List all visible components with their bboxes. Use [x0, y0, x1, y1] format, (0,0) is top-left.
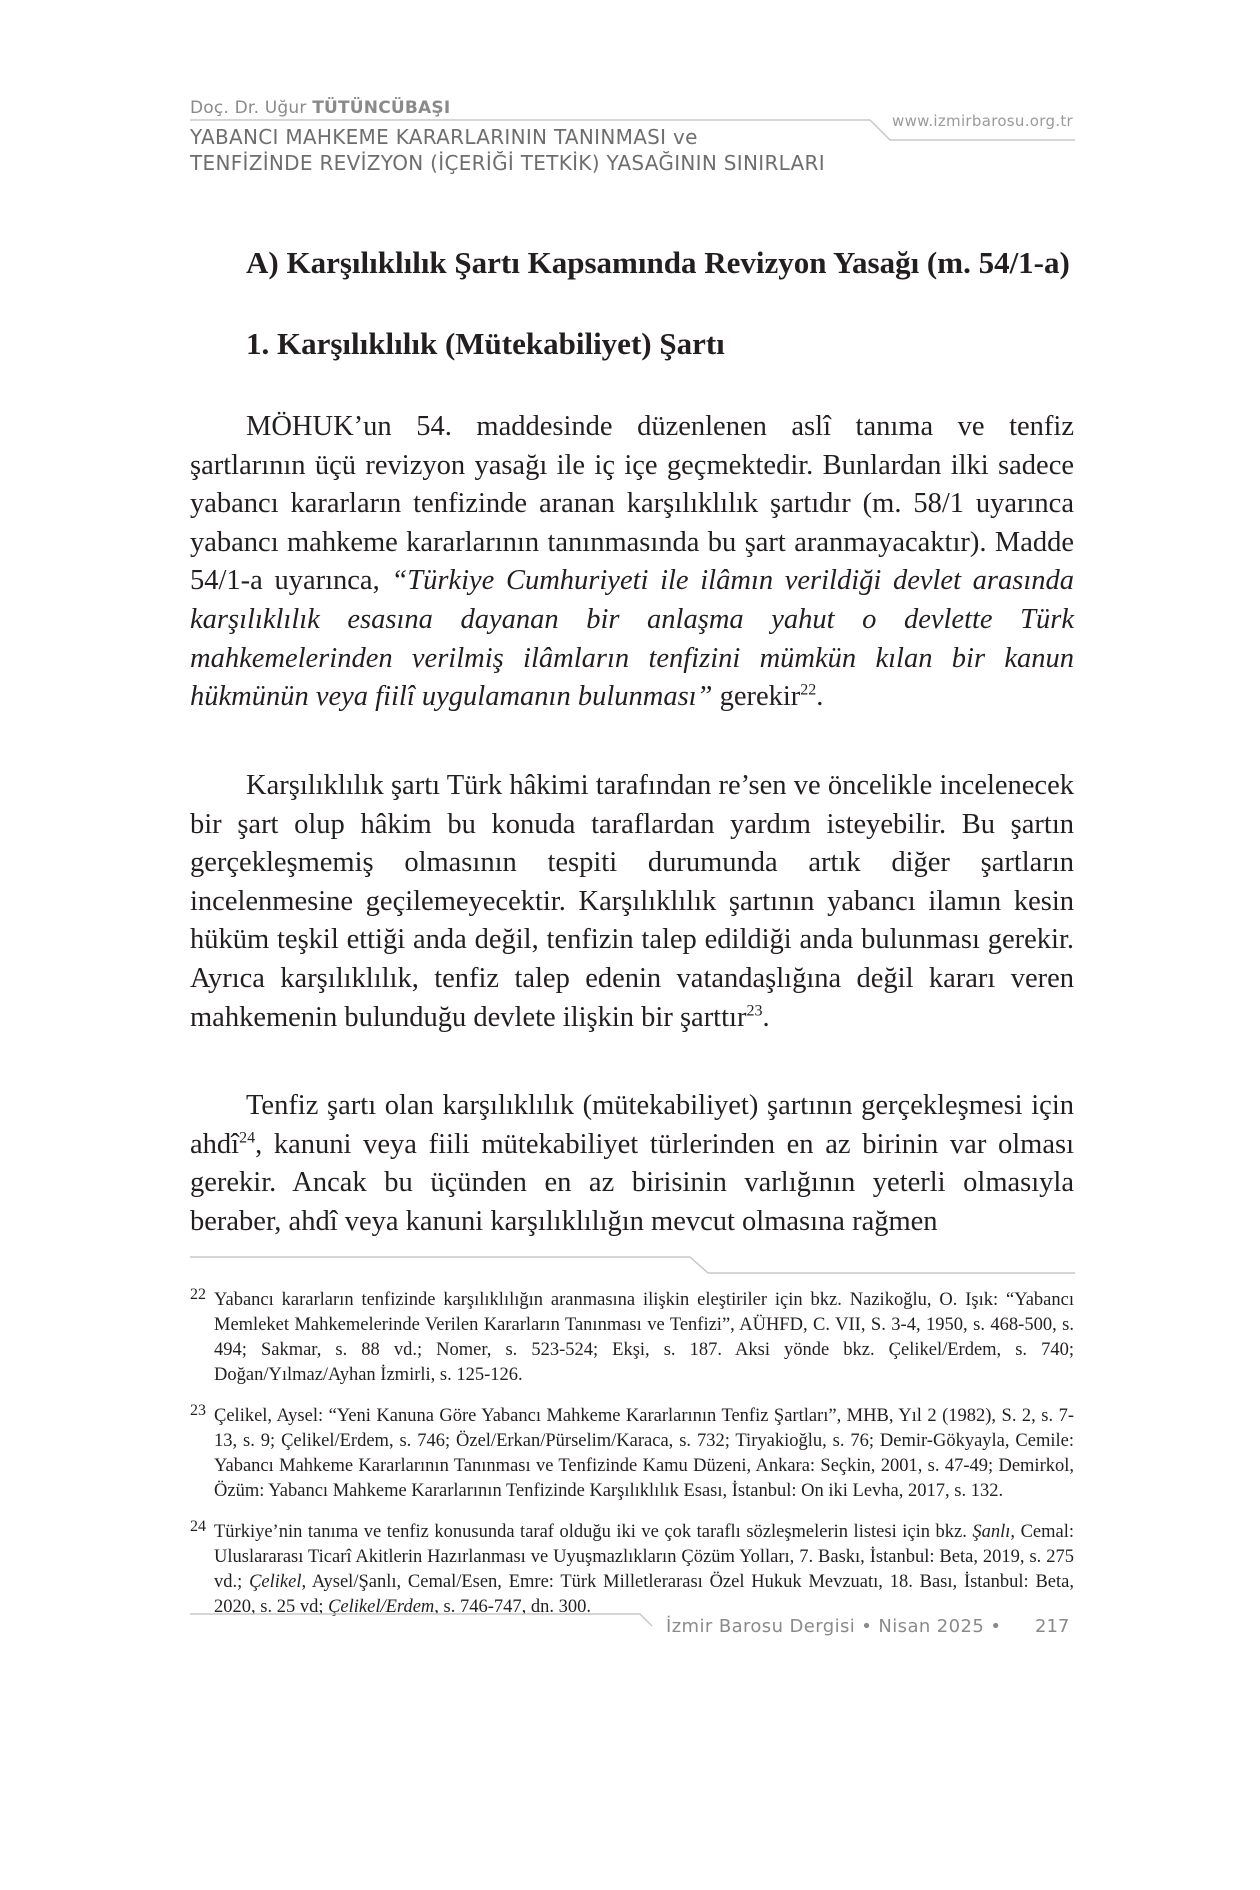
paragraph-1 — [190, 408, 1074, 717]
paragraph-1-text-end: gerekir — [712, 681, 801, 713]
section-heading-1: 1. Karşılıklılık (Mütekabiliyet) Şartı — [246, 326, 725, 361]
footnote-23 — [190, 1404, 1074, 1504]
footnote-number: 22 — [190, 1286, 206, 1303]
journal-name: İzmir Barosu Dergisi • Nisan 2025 • — [666, 1616, 1002, 1637]
footnote-24 — [190, 1520, 1074, 1620]
paragraph-3-text-end: , kanuni veya fiili mütekabiliyet türlerinden en az birinin var olması gerekir. Ancak bu üçünden en az birisinin varlığının yeterli olmasıyla beraber, ahdî veya kanuni karşılıklılığın mevcut olmasına rağmen — [190, 1128, 1074, 1237]
paragraph-3 — [190, 1087, 1074, 1241]
footnote-author-italic: Çelikel/Erdem — [328, 1597, 435, 1617]
footnote-author-italic: Çelikel — [249, 1572, 302, 1592]
article-title — [190, 124, 825, 176]
article-title-line-1: YABANCI MAHKEME KARARLARININ TANINMASI ve — [190, 125, 698, 149]
footnotes — [190, 1288, 1074, 1636]
author-prefix: Doç. Dr. Uğur — [190, 98, 313, 118]
paragraph-1-text: MÖHUK’un 54. maddesinde düzenlenen aslî tanıma ve tenfiz şartlarının üçü revizyon yasağı ile iç içe geçmektedir. Bunlardan ilki sadece yabancı kararların tenfizinde aranan karşılıklılık şartıdır (m. 58/1 uyarınca yabancı mahkeme kararlarının tanınmasında bu şart aranmayacaktır). Madde 54/1-a uyarınca, — [190, 411, 1074, 597]
footnote-text: Yabancı kararların tenfizinde karşılıklılığın aranmasına ilişkin eleştiriler için bkz. Nazikoğlu, O. Işık: “Yabancı Memleket Mahkemelerinde Verilen Kararların Tanınması ve Tenfizi”, AÜHFD, C. VII, S. 3-4, 1950, s. 468-500, s. 494; Sakmar, s. 88 vd.; Nomer, s. 523-524; Ekşi, s. 187. Aksi yönde bkz. Çelikel/Erdem, s. 740; Doğan/Yılmaz/Ayhan İzmirli, s. 125-126. — [214, 1290, 1074, 1385]
footnote-author-italic: Şanlı — [972, 1522, 1011, 1542]
footnote-number: 23 — [190, 1402, 206, 1419]
page-number: 217 — [1035, 1616, 1070, 1637]
footnote-number: 24 — [190, 1518, 206, 1535]
footnote-text: , Aysel/Şanlı, Cemal/Esen, Emre: Türk Milletlerarası Özel Hukuk Mevzuatı, 18. Bası, İstanbul: Beta, 2020, s. 25 vd; — [214, 1572, 1074, 1617]
article-title-line-2: TENFİZİNDE REVİZYON (İÇERİĞİ TETKİK) YASAĞININ SINIRLARI — [190, 151, 825, 175]
footnote-text: , Cemal: Uluslararası Ticarî Akitlerin Hazırlanması ve Uyuşmazlıkların Çözüm Yolları, 7. Baskı, İstanbul: Beta, 2019, s. 275 vd.; — [214, 1522, 1075, 1592]
footnote-text: Türkiye’nin tanıma ve tenfiz konusunda taraf olduğu iki ve çok taraflı sözleşmelerin listesi için bkz. — [214, 1522, 973, 1542]
paragraph-1-quote: “Türkiye Cumhuriyeti ile ilâmın verildiği devlet arasında karşılıklılık esasına dayanan bir anlaşma yahut o devlette Türk mahkemelerinden verilmiş ilâmların tenfizini mümkün kılan bir kanun hükmünün veya fiilî uygulamanın bulunması” — [190, 565, 1075, 713]
footnote-ref-24[interactable]: 24 — [239, 1129, 256, 1147]
paragraph-2-text: Karşılıklılık şartı Türk hâkimi tarafından re’sen ve öncelikle incelenecek bir şart olup hâkim bu konuda taraflardan yardım isteyebilir. Bu şartın gerçekleşmemiş olmasının tespiti durumunda artık diğer şartların incelenmesine geçilemeyecektir. Karşılıklılık şartının yabancı ilamın kesin hüküm teşkil ettiği anda değil, tenfizin talep edildiği anda bulunması gerekir. Ayrıca karşılıklılık, tenfiz talep edenin vatandaşlığına değil kararı veren mahkemenin bulunduğu devlete ilişkin bir şarttır — [190, 770, 1074, 1033]
author-name — [190, 98, 450, 118]
author-surname: TÜTÜNCÜBAŞI — [312, 98, 451, 118]
paragraph-3-text: Tenfiz şartı olan karşılıklılık (mütekabiliyet) şartının gerçekleşmesi için ahdî — [190, 1090, 1074, 1160]
paragraph-2-period: . — [762, 1001, 770, 1033]
site-url: www.izmirbarosu.org.tr — [892, 112, 1074, 130]
paragraph-1-period: . — [816, 681, 824, 713]
footnote-ref-22[interactable]: 22 — [800, 681, 817, 699]
footnote-text: , s. 746-747, dn. 300. — [434, 1597, 592, 1617]
footer-rule — [0, 1610, 1260, 1640]
page-header — [0, 0, 1260, 200]
paragraph-2 — [190, 767, 1074, 1037]
section-heading-a: A) Karşılıklılık Şartı Kapsamında Revizyon Yasağı (m. 54/1-a) — [246, 245, 1070, 280]
footnote-22 — [190, 1288, 1074, 1388]
footnote-ref-23[interactable]: 23 — [746, 1002, 763, 1020]
footnote-text: Çelikel, Aysel: “Yeni Kanuna Göre Yabancı Mahkeme Kararlarının Tenfiz Şartları”, MHB, Yıl 2 (1982), S. 2, s. 7-13, s. 9; Çelikel/Erdem, s. 746; Özel/Erkan/Pürselim/Karaca, s. 732; Tiryakioğlu, s. 76; Demir-Gökyayla, Cemile: Yabancı Mahkeme Kararlarının Tanınması ve Tenfizinde Kamu Düzeni, Ankara: Seçkin, 2001, s. 47-49; Demirkol, Özüm: Yabancı Mahkeme Kararlarının Tenfizinde Karşılıklılık Esası, İstanbul: On iki Levha, 2017, s. 132. — [214, 1406, 1074, 1501]
footnote-rule — [0, 1245, 1260, 1285]
